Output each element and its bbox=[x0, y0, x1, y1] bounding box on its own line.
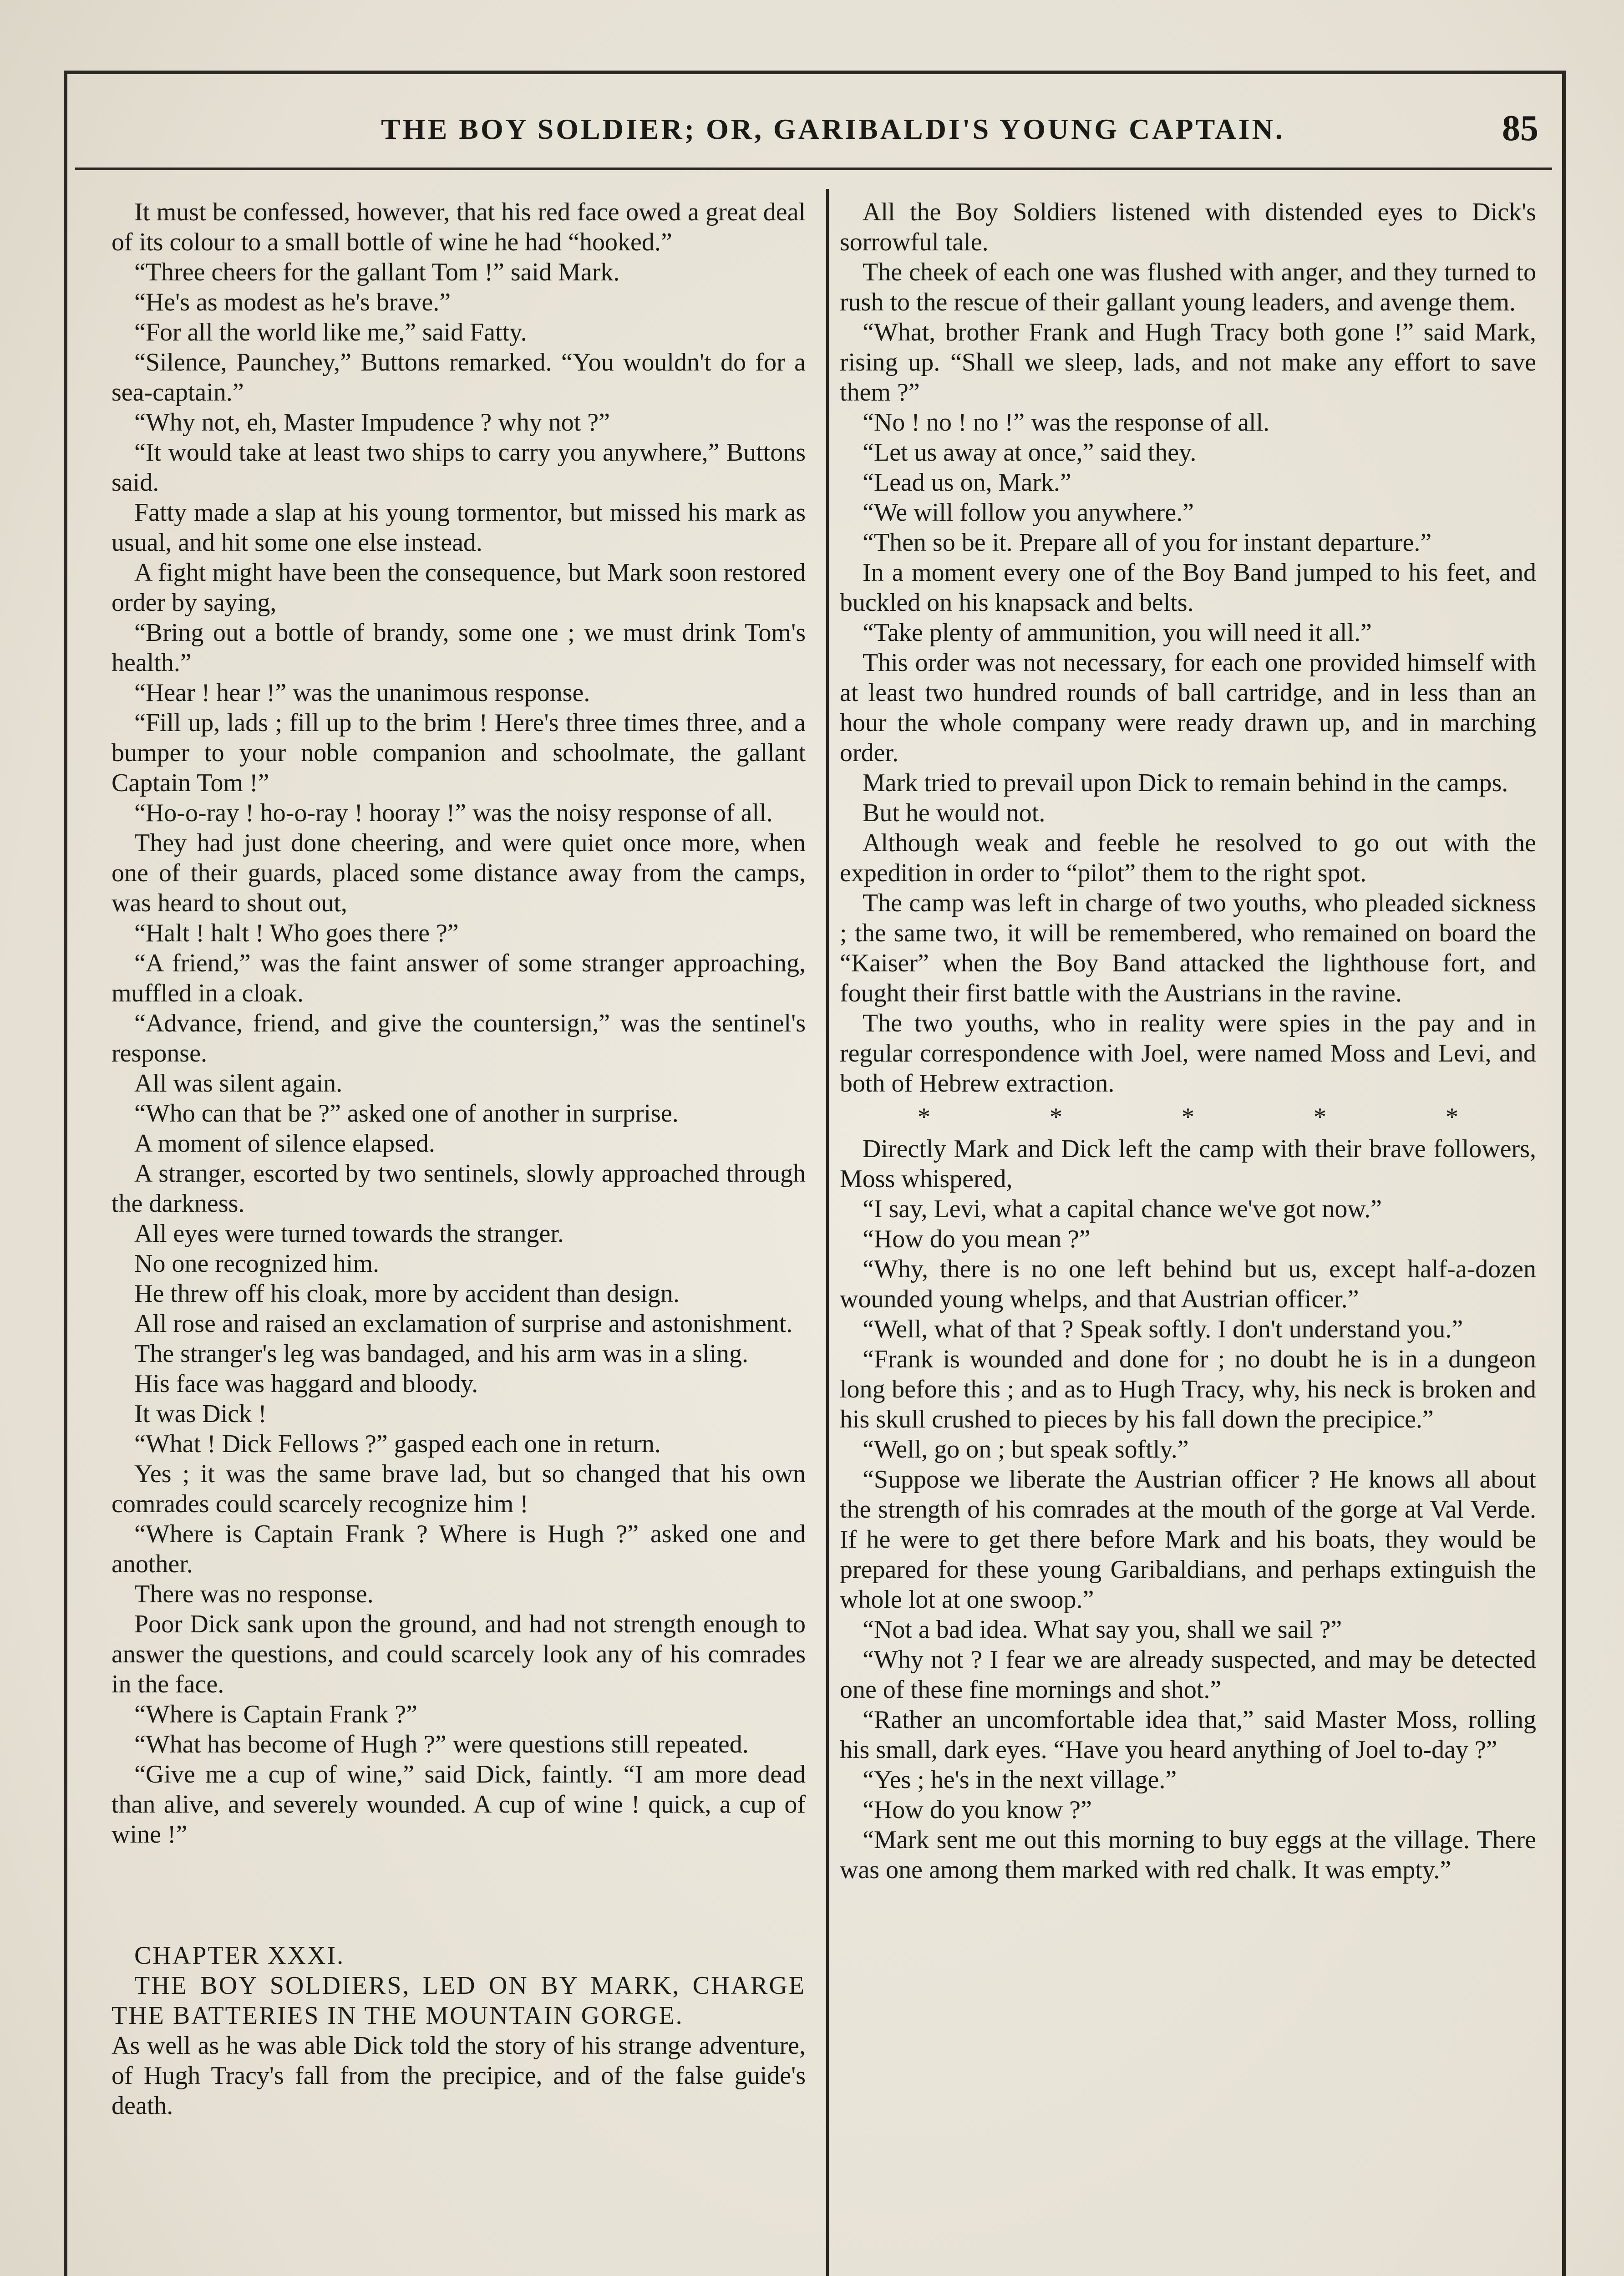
running-title: THE BOY SOLDIER; OR, GARIBALDI'S YOUNG CAPTAIN. bbox=[381, 113, 1285, 145]
frame-border-left bbox=[64, 71, 67, 2276]
paragraph: “Ho-o-ray ! ho-o-ray ! hooray !” was the noisy response of all. bbox=[134, 799, 773, 827]
paragraph: A fight might have been the consequence, but Mark soon restored order by saying, bbox=[112, 559, 806, 617]
paragraph: “Frank is wounded and done for ; no doubt he is in a dungeon long before this ; and as to Hugh Tracy, why, his neck is broken and his skull crushed to pieces by his fall down the precipice.” bbox=[840, 1345, 1536, 1433]
paragraph: “Lead us on, Mark.” bbox=[863, 468, 1071, 497]
star-glyph: * bbox=[1182, 1103, 1194, 1131]
paragraph: “Mark sent me out this morning to buy eggs at the village. There was one among them marked with red chalk. It was empty.” bbox=[840, 1826, 1536, 1884]
star-glyph: * bbox=[1050, 1103, 1062, 1131]
paragraph: “Well, go on ; but speak softly.” bbox=[863, 1435, 1189, 1463]
paragraph: Directly Mark and Dick left the camp with their brave followers, Moss whispered, bbox=[840, 1135, 1536, 1193]
paragraph: No one recognized him. bbox=[134, 1250, 380, 1278]
star-glyph: * bbox=[1314, 1103, 1326, 1131]
paragraph: “What, brother Frank and Hugh Tracy both gone !” said Mark, rising up. “Shall we sleep, lads, and not make any effort to save them ?” bbox=[840, 318, 1536, 406]
paragraph: “How do you know ?” bbox=[863, 1796, 1092, 1824]
star-glyph: * bbox=[1446, 1103, 1458, 1131]
left-column bbox=[112, 197, 806, 2121]
paragraph: In a moment every one of the Boy Band jumped to his feet, and buckled on his knapsack and belts. bbox=[840, 559, 1536, 617]
paragraph: “No ! no ! no !” was the response of all. bbox=[863, 408, 1270, 437]
paragraph: All was silent again. bbox=[134, 1069, 343, 1097]
paragraph: “A friend,” was the faint answer of some stranger approaching, muffled in a cloak. bbox=[112, 949, 806, 1007]
paragraph: “Advance, friend, and give the countersign,” was the sentinel's response. bbox=[112, 1009, 806, 1067]
paragraph: Fatty made a slap at his young tormentor, but missed his mark as usual, and hit some one else instead. bbox=[112, 498, 806, 557]
header-rule bbox=[75, 168, 1552, 170]
paragraph: “Suppose we liberate the Austrian officer ? He knows all about the strength of his comrades at the mouth of the gorge at Val Verde. If he were to get there before Mark and his boats, they would be prepared for these young Garibaldians, and perhaps extinguish the whole lot at one swoop.” bbox=[840, 1465, 1536, 1614]
paragraph: The cheek of each one was flushed with anger, and they turned to rush to the rescue of their gallant young leaders, and avenge them. bbox=[840, 258, 1536, 316]
page-number: 85 bbox=[1502, 108, 1538, 148]
paragraph: The camp was left in charge of two youths, who pleaded sickness ; the same two, it will be remembered, who remained on board the “Kaiser” when the Boy Band attacked the lighthouse fort, and fought their first battle with the Austrians in the ravine. bbox=[840, 889, 1536, 1007]
right-column-paragraphs-after-break bbox=[840, 1134, 1536, 1885]
paragraph: “Three cheers for the gallant Tom !” said Mark. bbox=[134, 258, 620, 286]
chapter-title: CHAPTER XXXI. bbox=[134, 1941, 345, 1970]
frame-border-top bbox=[64, 71, 1566, 74]
paragraph: A stranger, escorted by two sentinels, slowly approached through the darkness. bbox=[112, 1159, 806, 1218]
paragraph: “Where is Captain Frank ? Where is Hugh ?” asked one and another. bbox=[112, 1520, 806, 1578]
paragraph: “He's as modest as he's brave.” bbox=[134, 288, 451, 316]
paragraph: “Take plenty of ammunition, you will need it all.” bbox=[863, 619, 1372, 647]
paragraph: It must be confessed, however, that his red face owed a great deal of its colour to a small bottle of wine he had “hooked.” bbox=[112, 198, 806, 256]
left-column-paragraphs bbox=[112, 197, 806, 1849]
right-column-paragraphs-before-break bbox=[840, 197, 1536, 1098]
paragraph: Although weak and feeble he resolved to go out with the expedition in order to “pilot” them to the right spot. bbox=[840, 829, 1536, 887]
paragraph: “Hear ! hear !” was the unanimous response. bbox=[134, 679, 590, 707]
paragraph: “Let us away at once,” said they. bbox=[863, 438, 1197, 467]
paragraph: All the Boy Soldiers listened with distended eyes to Dick's sorrowful tale. bbox=[840, 198, 1536, 256]
paragraph: “Yes ; he's in the next village.” bbox=[863, 1766, 1177, 1794]
paragraph: “Then so be it. Prepare all of you for instant departure.” bbox=[863, 528, 1432, 557]
paragraph: “I say, Levi, what a capital chance we've got now.” bbox=[863, 1195, 1382, 1223]
paragraph: “Who can that be ?” asked one of another in surprise. bbox=[134, 1099, 679, 1128]
paragraph: “Silence, Paunchey,” Buttons remarked. “You wouldn't do for a sea-captain.” bbox=[112, 348, 806, 406]
star-glyph: * bbox=[918, 1103, 930, 1131]
paragraph: “Where is Captain Frank ?” bbox=[134, 1700, 417, 1728]
paragraph: He threw off his cloak, more by accident than design. bbox=[134, 1280, 680, 1308]
paragraph: This order was not necessary, for each one provided himself with at least two hundred rounds of ball cartridge, and in less than an hour the whole company were ready drawn up, and in marching order. bbox=[840, 649, 1536, 767]
paragraph: “We will follow you anywhere.” bbox=[863, 498, 1194, 527]
paragraph: “Not a bad idea. What say you, shall we sail ?” bbox=[863, 1616, 1342, 1644]
paragraph: It was Dick ! bbox=[134, 1400, 267, 1428]
paragraph: Mark tried to prevail upon Dick to remain behind in the camps. bbox=[863, 769, 1508, 797]
paragraph: “What ! Dick Fellows ?” gasped each one in return. bbox=[134, 1430, 661, 1458]
chapter-subtitle: THE BOY SOLDIERS, LED ON BY MARK, CHARGE THE BATTERIES IN THE MOUNTAIN GORGE. bbox=[112, 1971, 806, 2030]
paragraph: Poor Dick sank upon the ground, and had not strength enough to answer the questions, and could scarcely look any of his comrades in the face. bbox=[112, 1610, 806, 1698]
paragraph: “Fill up, lads ; fill up to the brim ! Here's three times three, and a bumper to your noble companion and schoolmate, the gallant Captain Tom !” bbox=[112, 709, 806, 797]
paragraph: “Bring out a bottle of brandy, some one ; we must drink Tom's health.” bbox=[112, 619, 806, 677]
paragraph: There was no response. bbox=[134, 1580, 374, 1608]
paragraph: They had just done cheering, and were quiet once more, when one of their guards, placed some distance away from the camps, was heard to shout out, bbox=[112, 829, 806, 917]
paragraph: “How do you mean ?” bbox=[863, 1225, 1091, 1253]
right-column bbox=[840, 197, 1536, 1885]
paragraph: His face was haggard and bloody. bbox=[134, 1370, 478, 1398]
paragraph: “Well, what of that ? Speak softly. I don't understand you.” bbox=[863, 1315, 1463, 1343]
paragraph: The stranger's leg was bandaged, and his arm was in a sling. bbox=[134, 1340, 749, 1368]
paragraph: “Why, there is no one left behind but us, except half-a-dozen wounded young whelps, and that Austrian officer.” bbox=[840, 1255, 1536, 1313]
chapter-heading bbox=[112, 1941, 806, 2031]
paragraph: “For all the world like me,” said Fatty. bbox=[134, 318, 527, 346]
paragraph: “What has become of Hugh ?” were questions still repeated. bbox=[134, 1730, 749, 1758]
paragraph: “Halt ! halt ! Who goes there ?” bbox=[134, 919, 459, 947]
paragraph: Yes ; it was the same brave lad, but so changed that his own comrades could scarcely recognize him ! bbox=[112, 1460, 806, 1518]
paragraph: A moment of silence elapsed. bbox=[134, 1129, 435, 1158]
paragraph: All rose and raised an exclamation of surprise and astonishment. bbox=[134, 1310, 793, 1338]
paragraph: The two youths, who in reality were spies in the pay and in regular correspondence with Joel, were named Moss and Levi, and both of Hebrew extraction. bbox=[840, 1009, 1536, 1097]
frame-border-right bbox=[1562, 71, 1566, 2276]
paragraph: “Give me a cup of wine,” said Dick, faintly. “I am more dead than alive, and severely wounded. A cup of wine ! quick, a cup of wine !” bbox=[112, 1760, 806, 1849]
paragraph: “Rather an uncomfortable idea that,” said Master Moss, rolling his small, dark eyes. “Have you heard anything of Joel to-day ?” bbox=[840, 1706, 1536, 1764]
column-divider bbox=[826, 189, 829, 2276]
section-break-stars bbox=[840, 1102, 1536, 1132]
paragraph: “It would take at least two ships to carry you anywhere,” Buttons said. bbox=[112, 438, 806, 497]
paragraph: “Why not ? I fear we are already suspected, and may be detected one of these fine mornings and shot.” bbox=[840, 1646, 1536, 1704]
paragraph: But he would not. bbox=[863, 799, 1045, 827]
chapter-opening-paragraph: As well as he was able Dick told the story of his strange adventure, of Hugh Tracy's fall from the precipice, and of the false guide's death. bbox=[112, 2032, 806, 2120]
paragraph: “Why not, eh, Master Impudence ? why not ?” bbox=[134, 408, 610, 437]
paragraph: All eyes were turned towards the stranger. bbox=[134, 1219, 564, 1248]
